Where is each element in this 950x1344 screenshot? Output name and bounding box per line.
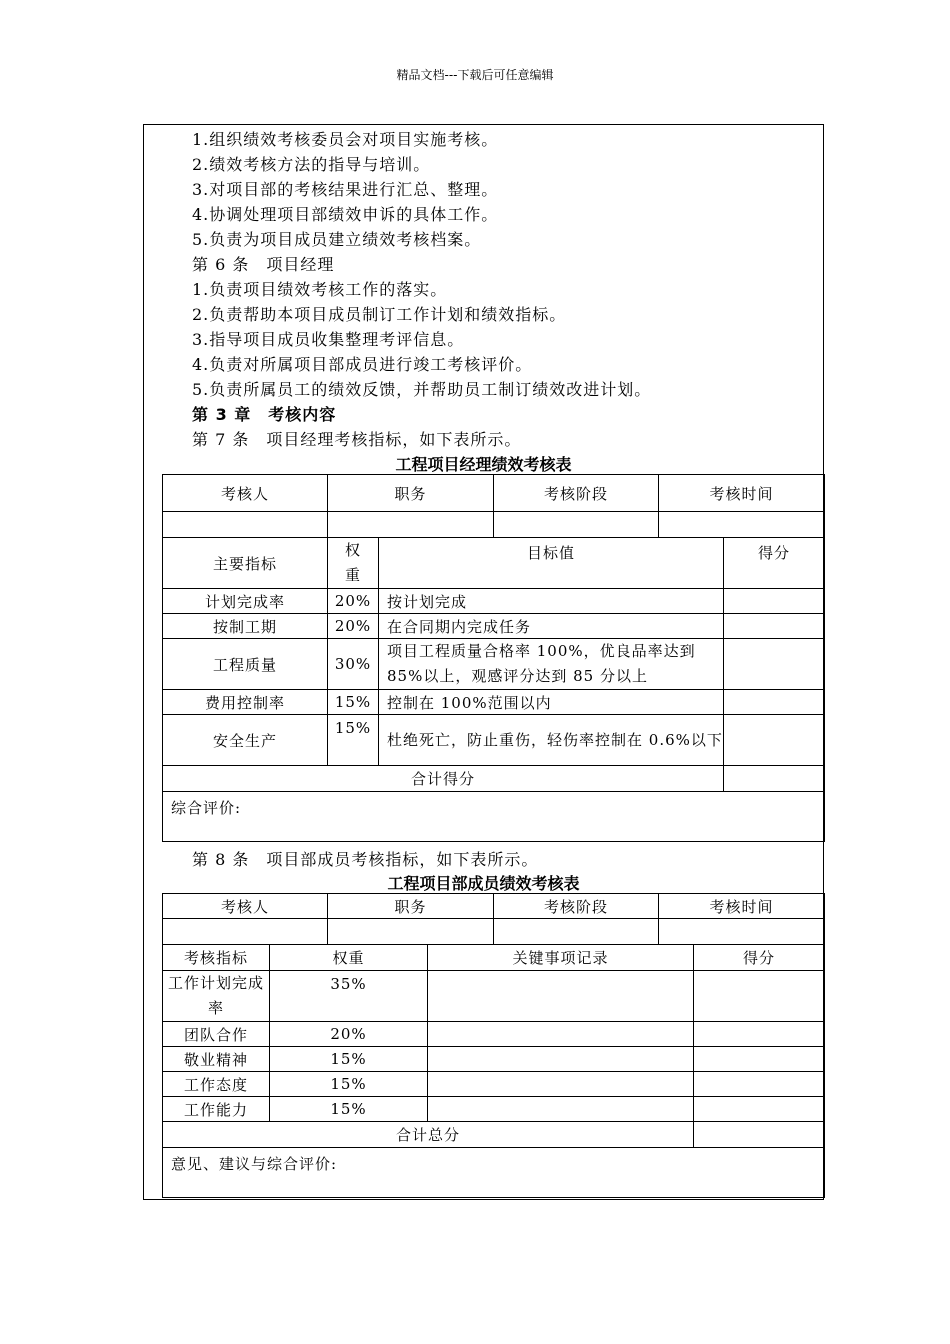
overall-comment[interactable]: 综合评价:	[163, 792, 825, 842]
table1-title: 工程项目经理绩效考核表	[395, 455, 572, 474]
duty-line: 1.负责项目绩效考核工作的落实。	[192, 280, 448, 299]
duty-line: 2.绩效考核方法的指导与培训。	[192, 155, 431, 174]
col-weight: 权重	[270, 945, 428, 971]
score-cell[interactable]	[724, 690, 825, 715]
stage-input[interactable]	[494, 919, 659, 945]
indicator-cell: 计划完成率	[163, 589, 328, 614]
col-record: 关键事项记录	[428, 945, 694, 971]
article-6-heading: 第 6 条 项目经理	[192, 255, 335, 274]
indicator-cell: 工作能力	[163, 1097, 270, 1122]
score-cell[interactable]	[724, 589, 825, 614]
target-cell: 控制在 100%范围以内	[379, 690, 724, 715]
duty-line: 3.指导项目成员收集整理考评信息。	[192, 330, 465, 349]
appraiser-input[interactable]	[163, 512, 328, 538]
appraiser-input[interactable]	[163, 919, 328, 945]
score-cell[interactable]	[694, 1072, 825, 1097]
indicator-cell: 工作计划完成率	[163, 971, 270, 1022]
overall-comment[interactable]: 意见、建议与综合评价:	[163, 1148, 825, 1198]
record-cell[interactable]	[428, 1097, 694, 1122]
indicator-cell: 敬业精神	[163, 1047, 270, 1072]
indicator-cell: 按制工期	[163, 614, 328, 639]
indicator-cell: 安全生产	[163, 715, 328, 766]
stage-label: 考核阶段	[494, 894, 659, 919]
weight-cell: 35%	[270, 971, 428, 1022]
target-cell: 杜绝死亡，防止重伤，轻伤率控制在 0.6%以下	[379, 715, 724, 766]
score-cell[interactable]	[694, 1097, 825, 1122]
weight-cell: 15%	[270, 1072, 428, 1097]
score-cell[interactable]	[724, 715, 825, 766]
time-input[interactable]	[659, 919, 825, 945]
weight-cell: 15%	[328, 690, 379, 715]
score-cell[interactable]	[694, 1022, 825, 1047]
chapter-heading: 第 3 章 考核内容	[192, 405, 337, 424]
position-label: 职务	[328, 894, 494, 919]
stage-input[interactable]	[494, 512, 659, 538]
record-cell[interactable]	[428, 1047, 694, 1072]
col-indicator: 主要指标	[163, 538, 328, 589]
duty-line: 3.对项目部的考核结果进行汇总、整理。	[192, 180, 499, 199]
article-7: 第 7 条 项目经理考核指标，如下表所示。	[192, 430, 522, 449]
score-cell[interactable]	[724, 614, 825, 639]
article-8: 第 8 条 项目部成员考核指标，如下表所示。	[192, 850, 539, 869]
time-label: 考核时间	[659, 475, 825, 512]
record-cell[interactable]	[428, 1022, 694, 1047]
total-label: 合计得分	[163, 766, 724, 792]
position-input[interactable]	[328, 919, 494, 945]
indicator-cell: 费用控制率	[163, 690, 328, 715]
duty-line: 5.负责为项目成员建立绩效考核档案。	[192, 230, 482, 249]
col-indicator: 考核指标	[163, 945, 270, 971]
duty-line: 2.负责帮助本项目成员制订工作计划和绩效指标。	[192, 305, 567, 324]
target-cell: 项目工程质量合格率 100%，优良品率达到 85%以上，观感评分达到 85 分以上	[379, 639, 724, 690]
page-header: 精品文档---下载后可任意编辑	[396, 68, 554, 82]
col-score: 得分	[724, 538, 825, 589]
target-cell: 按计划完成	[379, 589, 724, 614]
col-score: 得分	[694, 945, 825, 971]
weight-cell: 20%	[328, 589, 379, 614]
appraiser-label: 考核人	[163, 475, 328, 512]
duty-line: 4.协调处理项目部绩效申诉的具体工作。	[192, 205, 499, 224]
score-cell[interactable]	[724, 639, 825, 690]
indicator-cell: 工程质量	[163, 639, 328, 690]
record-cell[interactable]	[428, 1072, 694, 1097]
appraiser-label: 考核人	[163, 894, 328, 919]
target-cell: 在合同期内完成任务	[379, 614, 724, 639]
position-input[interactable]	[328, 512, 494, 538]
weight-cell: 15%	[270, 1047, 428, 1072]
col-weight: 权重	[328, 538, 379, 589]
table2-title: 工程项目部成员绩效考核表	[387, 874, 580, 893]
duty-line: 4.负责对所属项目部成员进行竣工考核评价。	[192, 355, 533, 374]
member-appraisal-table	[162, 893, 825, 1198]
total-score-cell[interactable]	[724, 766, 825, 792]
indicator-cell: 团队合作	[163, 1022, 270, 1047]
total-score-cell[interactable]	[694, 1122, 825, 1148]
stage-label: 考核阶段	[494, 475, 659, 512]
score-cell[interactable]	[694, 1047, 825, 1072]
indicator-cell: 工作态度	[163, 1072, 270, 1097]
duty-line: 5.负责所属员工的绩效反馈，并帮助员工制订绩效改进计划。	[192, 380, 652, 399]
weight-cell: 30%	[328, 639, 379, 690]
time-input[interactable]	[659, 512, 825, 538]
weight-cell: 20%	[328, 614, 379, 639]
record-cell[interactable]	[428, 971, 694, 1022]
total-label: 合计总分	[163, 1122, 694, 1148]
col-target: 目标值	[379, 538, 724, 589]
score-cell[interactable]	[694, 971, 825, 1022]
weight-cell: 15%	[328, 715, 379, 766]
position-label: 职务	[328, 475, 494, 512]
manager-appraisal-table	[162, 474, 825, 842]
duty-line: 1.组织绩效考核委员会对项目实施考核。	[192, 130, 499, 149]
weight-cell: 20%	[270, 1022, 428, 1047]
time-label: 考核时间	[659, 894, 825, 919]
weight-cell: 15%	[270, 1097, 428, 1122]
